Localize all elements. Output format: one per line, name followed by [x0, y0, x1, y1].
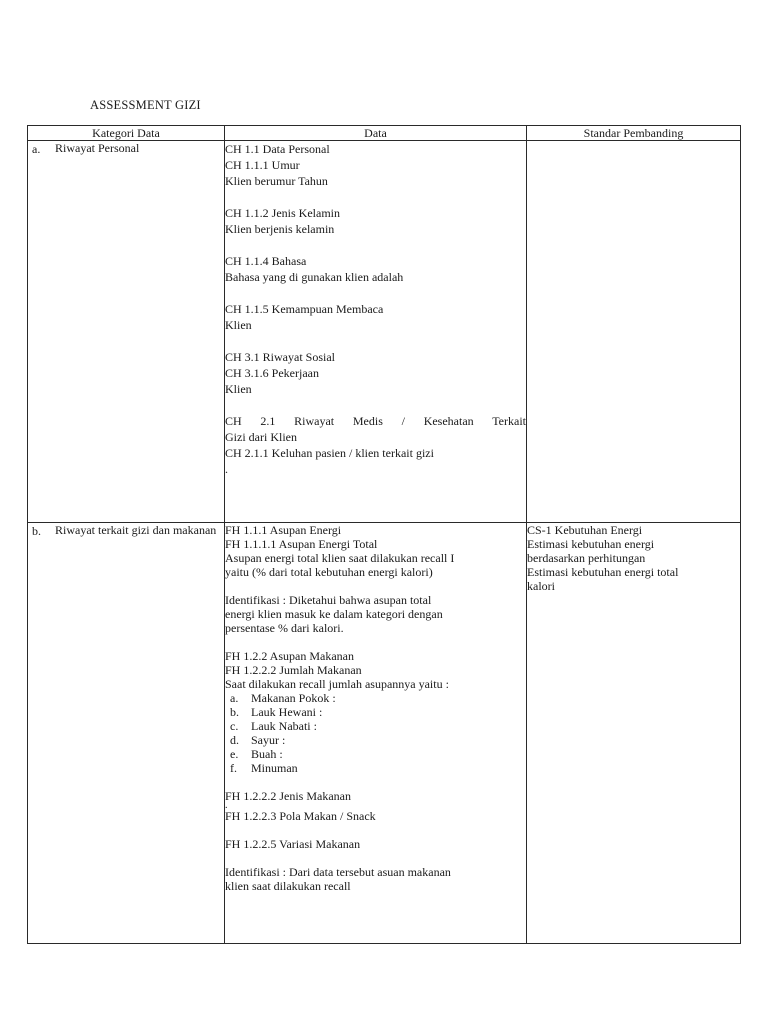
data-line: FH 1.2.2 Asupan Makanan: [225, 649, 354, 663]
assessment-table: [27, 125, 741, 944]
list-item: [225, 691, 526, 705]
standard-cell: [527, 523, 741, 944]
data-line: CH 1.1.4 Bahasa: [225, 254, 307, 268]
data-line: CH 2.1.1 Keluhan pasien / klien terkait gizi: [225, 446, 434, 460]
data-line: Klien: [225, 318, 252, 332]
data-cell: [225, 523, 527, 944]
data-line: Identifikasi : Dari data tersebut asuan makanan: [225, 865, 451, 879]
table-row-riwayat-gizi: [28, 523, 741, 944]
data-line: .: [225, 462, 228, 476]
list-item-text: Lauk Hewani :: [251, 705, 323, 719]
data-line: Asupan energi total klien saat dilakukan recall I: [225, 551, 455, 565]
data-line: Bahasa yang di gunakan klien adalah: [225, 270, 404, 284]
header-kategori-data: Kategori Data: [28, 126, 225, 141]
data-line: Saat dilakukan recall jumlah asupannya yaitu :: [225, 677, 449, 691]
standard-line: kalori: [527, 579, 555, 593]
table-row-riwayat-personal: [28, 141, 741, 523]
data-line: CH 1.1.2 Jenis Kelamin: [225, 206, 340, 220]
document-title: ASSESSMENT GIZI: [90, 98, 201, 112]
data-line: FH 1.2.2.5 Variasi Makanan: [225, 837, 361, 851]
list-item-text: Minuman: [251, 761, 298, 775]
list-item-letter: e.: [230, 747, 239, 761]
list-item-text: Sayur :: [251, 733, 286, 747]
data-line: Identifikasi : Diketahui bahwa asupan total: [225, 593, 432, 607]
list-item-letter: a.: [230, 691, 239, 705]
category-letter: b.: [32, 524, 41, 538]
list-item: [225, 719, 526, 733]
list-item: [225, 733, 526, 747]
data-line: klien saat dilakukan recall: [225, 879, 351, 893]
list-item-text: Makanan Pokok :: [251, 691, 336, 705]
header-standar-pembanding: Standar Pembanding: [527, 126, 741, 141]
standard-line: Estimasi kebutuhan energi total: [527, 565, 679, 579]
data-line: FH 1.1.1 Asupan Energi: [225, 523, 342, 537]
data-line: FH 1.2.2.3 Pola Makan / Snack: [225, 809, 376, 823]
data-line: .: [225, 800, 228, 811]
list-item: [225, 761, 526, 775]
data-line: persentase % dari kalori.: [225, 621, 344, 635]
data-line: CH 3.1 Riwayat Sosial: [225, 350, 335, 364]
standard-line: Estimasi kebutuhan energi: [527, 537, 655, 551]
data-line: yaitu (% dari total kebutuhan energi kalori): [225, 565, 433, 579]
data-line: energi klien masuk ke dalam kategori dengan: [225, 607, 443, 621]
data-line: CH 2.1 Riwayat Medis / Kesehatan Terkait: [225, 414, 526, 428]
list-item-letter: b.: [230, 705, 239, 719]
standard-line: berdasarkan perhitungan: [527, 551, 646, 565]
list-item-letter: d.: [230, 733, 239, 747]
data-line: Klien berumur Tahun: [225, 174, 328, 188]
list-item: [225, 705, 526, 719]
category-cell: [28, 523, 225, 944]
data-line: Klien berjenis kelamin: [225, 222, 335, 236]
standard-line: CS-1 Kebutuhan Energi: [527, 523, 643, 537]
data-line: CH 1.1.5 Kemampuan Membaca: [225, 302, 384, 316]
list-item-letter: f.: [230, 761, 237, 775]
data-line: CH 1.1 Data Personal: [225, 142, 330, 156]
list-item-text: Buah :: [251, 747, 283, 761]
list-item-text: Lauk Nabati :: [251, 719, 317, 733]
header-data: Data: [225, 126, 527, 141]
category-label: Riwayat terkait gizi dan makanan: [55, 523, 217, 537]
data-line: CH 3.1.6 Pekerjaan: [225, 366, 319, 380]
list-item-letter: c.: [230, 719, 239, 733]
category-label: Riwayat Personal: [55, 141, 140, 155]
data-line: FH 1.2.2.2 Jumlah Makanan: [225, 663, 362, 677]
standard-cell: [527, 141, 741, 523]
data-cell: [225, 141, 527, 523]
category-letter: a.: [32, 142, 41, 156]
data-line: CH 1.1.1 Umur: [225, 158, 300, 172]
data-line: Klien: [225, 382, 252, 396]
table-header-row: [28, 126, 741, 141]
data-line: Gizi dari Klien: [225, 430, 297, 444]
category-cell: [28, 141, 225, 523]
data-line: FH 1.1.1.1 Asupan Energi Total: [225, 537, 378, 551]
list-item: [225, 747, 526, 761]
data-line: FH 1.2.2.2 Jenis Makanan: [225, 789, 351, 803]
